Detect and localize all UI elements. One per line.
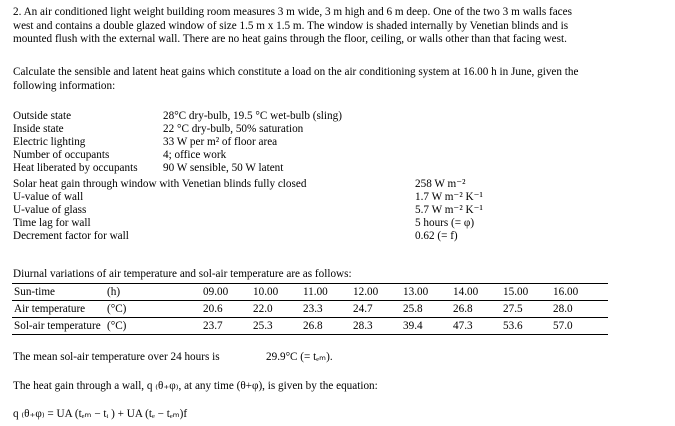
condition-value: 33 W per m² of floor area	[163, 136, 278, 148]
property-label: U-value of wall	[13, 191, 84, 203]
table-row	[12, 284, 608, 301]
question-line: following information:	[13, 79, 116, 92]
table-cell: 39.4	[403, 320, 423, 332]
table-cell: 16.00	[553, 286, 579, 298]
table-cell: 53.6	[503, 320, 523, 332]
table-cell: 13.00	[403, 286, 429, 298]
condition-label: Electric lighting	[13, 136, 86, 148]
table-cell: 22.0	[253, 303, 273, 315]
intro-line: west and contains a double glazed window of size 1.5 m x 1.5 m. The window is shaded internally by Venetian blinds and is	[13, 19, 569, 32]
table-cell: 47.3	[453, 320, 473, 332]
table-cell: 10.00	[253, 286, 279, 298]
property-value: 5.7 W m⁻² K⁻¹	[415, 204, 483, 216]
table-row	[12, 318, 608, 335]
row-label: Air temperature	[14, 303, 86, 315]
table-cell: 23.3	[303, 303, 323, 315]
condition-value: 28°C dry-bulb, 19.5 °C wet-bulb (sling)	[163, 110, 342, 122]
question-line: Calculate the sensible and latent heat gains which constitute a load on the air conditioning system at 16.00 h in June, given the	[13, 66, 579, 78]
condition-value: 4; office work	[163, 149, 227, 161]
property-value: 258 W m⁻²	[415, 178, 466, 190]
occupant-heat-value: 90 W sensible, 50 W latent	[163, 162, 284, 174]
row-label: Sun-time	[14, 286, 56, 298]
occupant-heat-label: Heat liberated by occupants	[13, 162, 138, 174]
mean-solair-label: The mean sol-air temperature over 24 hours is	[13, 351, 220, 363]
mean-solair-value: 29.9°C (= tₑₘ).	[266, 351, 333, 363]
property-label: Decrement factor for wall	[13, 230, 129, 242]
property-label: Solar heat gain through window with Venetian blinds fully closed	[13, 178, 307, 190]
table-cell: 23.7	[203, 320, 223, 332]
property-value: 1.7 W m⁻² K⁻¹	[415, 191, 483, 203]
row-unit: (h)	[107, 286, 121, 298]
condition-label: Outside state	[13, 110, 72, 122]
condition-value: 22 °C dry-bulb, 50% saturation	[163, 123, 304, 135]
table-cell: 28.3	[353, 320, 373, 332]
heat-gain-statement: The heat gain through a wall, q ₍θ₊φ₎, at any time (θ+φ), is given by the equation:	[13, 380, 378, 392]
intro-line: mounted flush with the external wall. There are no heat gains through the floor, ceiling, or walls other than that facing west.	[13, 33, 567, 45]
table-cell: 26.8	[453, 303, 473, 315]
diurnal-caption: Diurnal variations of air temperature and sol-air temperature are as follows:	[13, 268, 352, 280]
table-cell: 25.3	[253, 320, 273, 332]
property-value: 0.62 (= f)	[415, 230, 458, 242]
table-cell: 20.6	[203, 303, 223, 315]
property-label: Time lag for wall	[13, 217, 91, 229]
diurnal-table	[12, 283, 608, 335]
condition-label: Inside state	[13, 123, 64, 135]
table-cell: 27.5	[503, 303, 523, 315]
table-row	[12, 301, 608, 318]
table-cell: 12.00	[353, 286, 379, 298]
property-label: U-value of glass	[13, 204, 87, 216]
table-cell: 25.8	[403, 303, 423, 315]
table-cell: 57.0	[553, 320, 573, 332]
table-cell: 14.00	[453, 286, 479, 298]
problem-intro	[13, 6, 572, 47]
row-unit: (°C)	[107, 303, 127, 315]
row-label: Sol-air temperature	[14, 320, 101, 332]
intro-line: 2. An air conditioned light weight building room measures 3 m wide, 3 m high and 6 m deep. One of the two 3 m walls faces	[13, 6, 572, 18]
heat-gain-equation: q ₍θ₊φ₎ = UA (tₑₘ − tᵢ ) + UA (tₑ − tₑₘ)f	[13, 408, 188, 420]
table-cell: 28.0	[553, 303, 573, 315]
table-cell: 11.00	[303, 286, 328, 298]
problem-question	[13, 66, 578, 93]
table-cell: 15.00	[503, 286, 529, 298]
property-value: 5 hours (= φ)	[415, 217, 475, 229]
table-cell: 09.00	[203, 286, 229, 298]
row-unit: (°C)	[107, 320, 127, 332]
table-cell: 26.8	[303, 320, 323, 332]
table-cell: 24.7	[353, 303, 373, 315]
condition-label: Number of occupants	[13, 149, 110, 161]
